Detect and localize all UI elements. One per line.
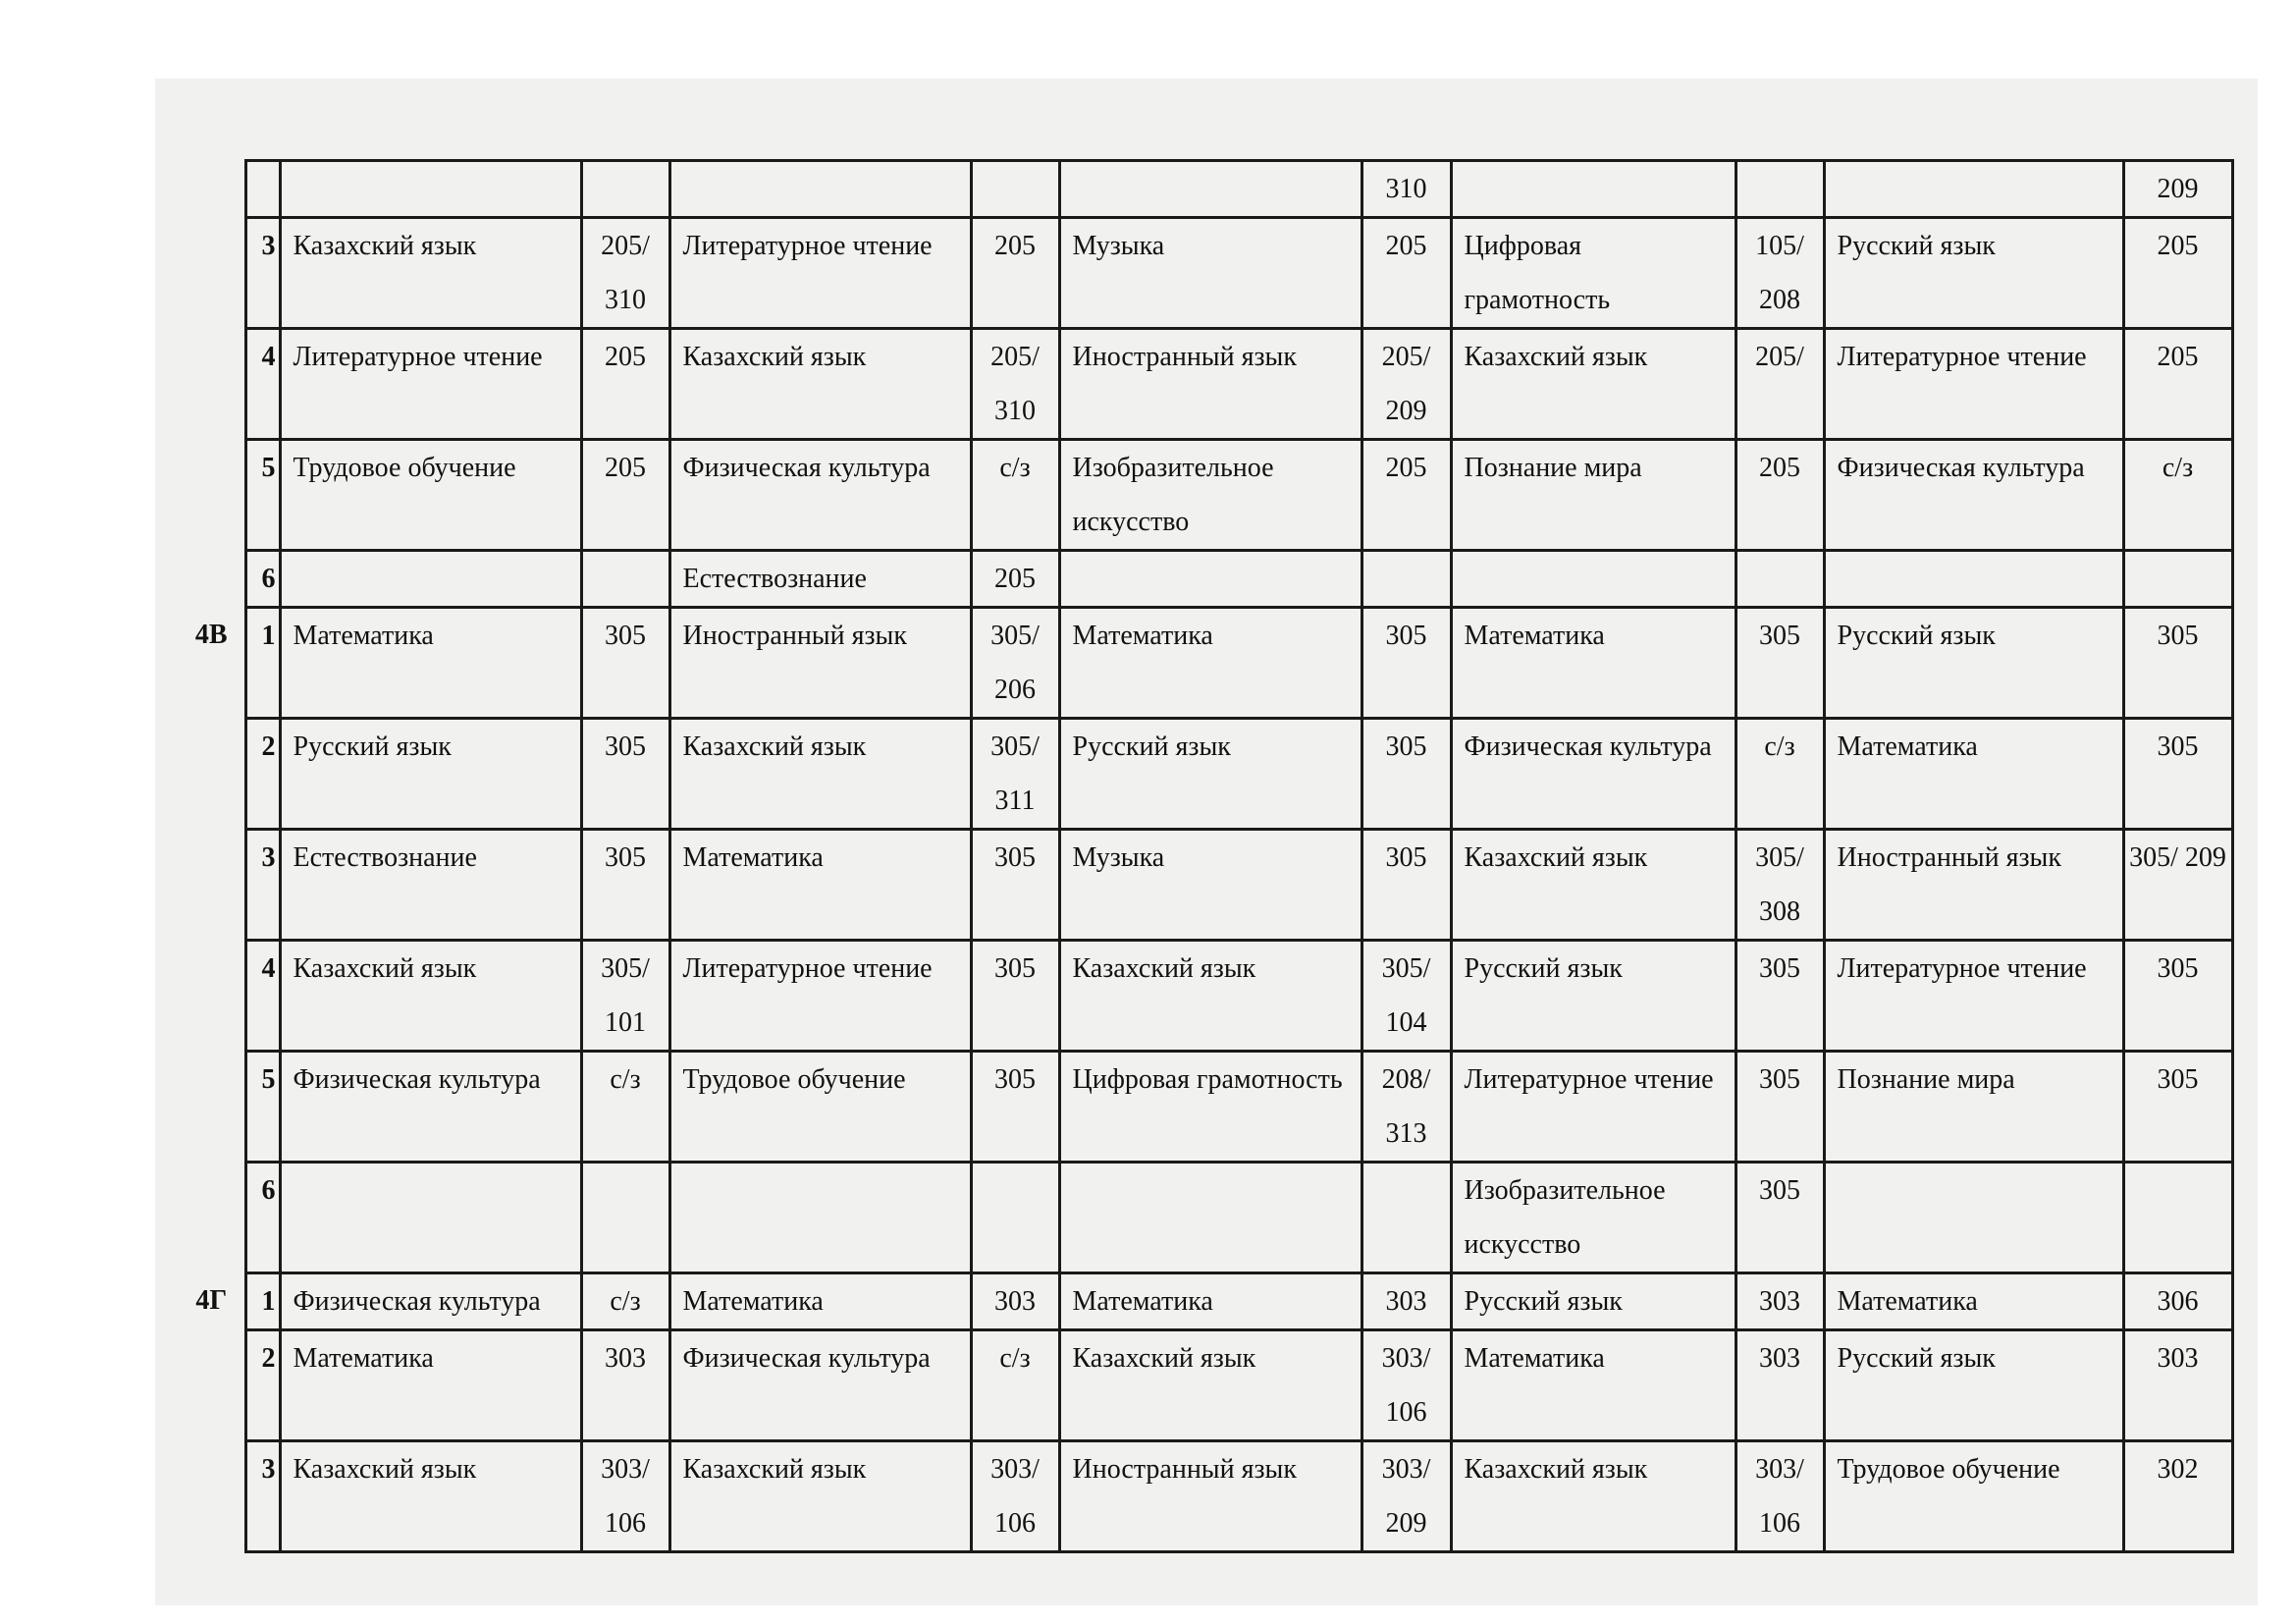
timetable-row bbox=[179, 1273, 2232, 1330]
room-cell: 305/ 101 bbox=[581, 941, 669, 1052]
subject-cell: Литературное чтение bbox=[1824, 329, 2123, 440]
subject-cell: Музыка bbox=[1059, 218, 1362, 329]
subject-cell: Математика bbox=[280, 1330, 581, 1441]
room-cell: 205 bbox=[581, 329, 669, 440]
lesson-number: 6 bbox=[245, 551, 280, 608]
lesson-number: 4 bbox=[245, 329, 280, 440]
subject-cell: Музыка bbox=[1059, 830, 1362, 941]
room-cell: 303/ 209 bbox=[1362, 1441, 1451, 1552]
class-label bbox=[179, 1163, 245, 1273]
timetable-row bbox=[179, 551, 2232, 608]
subject-cell: Математика bbox=[280, 608, 581, 719]
room-cell: 205 bbox=[971, 218, 1059, 329]
subject-cell bbox=[1824, 1163, 2123, 1273]
room-cell: 303/ 106 bbox=[971, 1441, 1059, 1552]
room-cell: 305 bbox=[581, 719, 669, 830]
subject-cell: Изобразительное искусство bbox=[1059, 440, 1362, 551]
room-cell: 305 bbox=[971, 941, 1059, 1052]
room-cell: 305/ 104 bbox=[1362, 941, 1451, 1052]
room-cell: 305 bbox=[2123, 941, 2232, 1052]
subject-cell: Русский язык bbox=[1824, 218, 2123, 329]
subject-cell: Казахский язык bbox=[280, 218, 581, 329]
room-cell: 303 bbox=[2123, 1330, 2232, 1441]
subject-cell: Русский язык bbox=[1451, 941, 1735, 1052]
subject-cell: Изобразительное искусство bbox=[1451, 1163, 1735, 1273]
class-label bbox=[179, 440, 245, 551]
room-cell bbox=[971, 1163, 1059, 1273]
subject-cell bbox=[280, 551, 581, 608]
room-cell bbox=[1362, 1163, 1451, 1273]
room-cell: 305 bbox=[1735, 1163, 1824, 1273]
room-cell bbox=[581, 1163, 669, 1273]
timetable-row bbox=[179, 1052, 2232, 1163]
class-label bbox=[179, 1052, 245, 1163]
subject-cell: Познание мира bbox=[1451, 440, 1735, 551]
subject-cell: Познание мира bbox=[1824, 1052, 2123, 1163]
room-cell: 303/ 106 bbox=[581, 1441, 669, 1552]
class-label bbox=[179, 1441, 245, 1552]
room-cell: 205/ bbox=[1735, 329, 1824, 440]
subject-cell: Математика bbox=[1824, 1273, 2123, 1330]
room-cell: 205/ 310 bbox=[581, 218, 669, 329]
room-cell bbox=[1735, 551, 1824, 608]
room-cell bbox=[1735, 161, 1824, 218]
room-cell: 305 bbox=[971, 1052, 1059, 1163]
timetable-row bbox=[179, 830, 2232, 941]
subject-cell: Литературное чтение bbox=[1451, 1052, 1735, 1163]
room-cell: с/з bbox=[971, 440, 1059, 551]
class-label: 4В bbox=[179, 608, 245, 719]
room-cell: 205 bbox=[581, 440, 669, 551]
subject-cell: Казахский язык bbox=[669, 1441, 971, 1552]
subject-cell: Иностранный язык bbox=[669, 608, 971, 719]
lesson-number: 4 bbox=[245, 941, 280, 1052]
subject-cell: Физическая культура bbox=[1824, 440, 2123, 551]
timetable-row bbox=[179, 1330, 2232, 1441]
class-label: 4Г bbox=[179, 1273, 245, 1330]
subject-cell: Казахский язык bbox=[669, 719, 971, 830]
subject-cell: Русский язык bbox=[1824, 1330, 2123, 1441]
lesson-number: 3 bbox=[245, 218, 280, 329]
subject-cell: Литературное чтение bbox=[669, 218, 971, 329]
subject-cell: Русский язык bbox=[1059, 719, 1362, 830]
lesson-number: 3 bbox=[245, 830, 280, 941]
subject-cell: Иностранный язык bbox=[1059, 1441, 1362, 1552]
room-cell: 305 bbox=[971, 830, 1059, 941]
lesson-number: 3 bbox=[245, 1441, 280, 1552]
room-cell: 205 bbox=[1362, 440, 1451, 551]
room-cell: 205/ 209 bbox=[1362, 329, 1451, 440]
subject-cell: Цифровая грамотность bbox=[1451, 218, 1735, 329]
room-cell bbox=[581, 551, 669, 608]
subject-cell: Физическая культура bbox=[280, 1052, 581, 1163]
room-cell: 105/ 208 bbox=[1735, 218, 1824, 329]
class-label bbox=[179, 218, 245, 329]
lesson-number: 6 bbox=[245, 1163, 280, 1273]
subject-cell: Казахский язык bbox=[280, 1441, 581, 1552]
lesson-number: 5 bbox=[245, 440, 280, 551]
room-cell: 305 bbox=[2123, 608, 2232, 719]
room-cell bbox=[2123, 1163, 2232, 1273]
lesson-number: 1 bbox=[245, 608, 280, 719]
lesson-number bbox=[245, 161, 280, 218]
subject-cell: Литературное чтение bbox=[669, 941, 971, 1052]
room-cell: 303 bbox=[971, 1273, 1059, 1330]
subject-cell: Физическая культура bbox=[280, 1273, 581, 1330]
room-cell: 305/ 308 bbox=[1735, 830, 1824, 941]
subject-cell: Физическая культура bbox=[669, 440, 971, 551]
room-cell: 305 bbox=[581, 608, 669, 719]
subject-cell: Математика bbox=[669, 1273, 971, 1330]
room-cell: 209 bbox=[2123, 161, 2232, 218]
room-cell: 305/ 209 bbox=[2123, 830, 2232, 941]
room-cell: 205/ 310 bbox=[971, 329, 1059, 440]
lesson-number: 5 bbox=[245, 1052, 280, 1163]
timetable bbox=[179, 159, 2234, 1553]
subject-cell: Иностранный язык bbox=[1824, 830, 2123, 941]
subject-cell: Русский язык bbox=[1824, 608, 2123, 719]
subject-cell: Казахский язык bbox=[1451, 1441, 1735, 1552]
subject-cell: Казахский язык bbox=[280, 941, 581, 1052]
timetable-row bbox=[179, 608, 2232, 719]
subject-cell: Математика bbox=[1824, 719, 2123, 830]
subject-cell: Русский язык bbox=[280, 719, 581, 830]
subject-cell bbox=[1059, 551, 1362, 608]
subject-cell bbox=[669, 1163, 971, 1273]
room-cell: 305 bbox=[1362, 830, 1451, 941]
room-cell: 303 bbox=[1362, 1273, 1451, 1330]
room-cell: 205 bbox=[1362, 218, 1451, 329]
subject-cell: Математика bbox=[1451, 608, 1735, 719]
room-cell: 305/ 206 bbox=[971, 608, 1059, 719]
subject-cell: Казахский язык bbox=[1059, 1330, 1362, 1441]
room-cell bbox=[2123, 551, 2232, 608]
class-label bbox=[179, 830, 245, 941]
subject-cell bbox=[280, 1163, 581, 1273]
room-cell: 303 bbox=[581, 1330, 669, 1441]
subject-cell: Математика bbox=[669, 830, 971, 941]
room-cell: 305 bbox=[1735, 1052, 1824, 1163]
room-cell: 305 bbox=[1735, 608, 1824, 719]
room-cell: 305/ 311 bbox=[971, 719, 1059, 830]
subject-cell: Естествознание bbox=[280, 830, 581, 941]
subject-cell: Естествознание bbox=[669, 551, 971, 608]
subject-cell: Казахский язык bbox=[1451, 329, 1735, 440]
room-cell: 305 bbox=[2123, 1052, 2232, 1163]
room-cell: 306 bbox=[2123, 1273, 2232, 1330]
class-label bbox=[179, 161, 245, 218]
class-label bbox=[179, 719, 245, 830]
room-cell: 205 bbox=[971, 551, 1059, 608]
timetable-row bbox=[179, 440, 2232, 551]
room-cell: 305 bbox=[581, 830, 669, 941]
subject-cell: Математика bbox=[1451, 1330, 1735, 1441]
subject-cell bbox=[280, 161, 581, 218]
lesson-number: 1 bbox=[245, 1273, 280, 1330]
lesson-number: 2 bbox=[245, 719, 280, 830]
subject-cell: Казахский язык bbox=[669, 329, 971, 440]
subject-cell: Казахский язык bbox=[1451, 830, 1735, 941]
room-cell: 205 bbox=[2123, 218, 2232, 329]
timetable-row bbox=[179, 719, 2232, 830]
room-cell bbox=[1362, 551, 1451, 608]
subject-cell: Физическая культура bbox=[1451, 719, 1735, 830]
subject-cell: Математика bbox=[1059, 1273, 1362, 1330]
subject-cell bbox=[1059, 1163, 1362, 1273]
room-cell: 310 bbox=[1362, 161, 1451, 218]
subject-cell: Математика bbox=[1059, 608, 1362, 719]
room-cell: 205 bbox=[2123, 329, 2232, 440]
timetable-row bbox=[179, 1163, 2232, 1273]
subject-cell: Иностранный язык bbox=[1059, 329, 1362, 440]
timetable-row bbox=[179, 218, 2232, 329]
subject-cell: Физическая культура bbox=[669, 1330, 971, 1441]
subject-cell bbox=[1451, 551, 1735, 608]
timetable-row bbox=[179, 329, 2232, 440]
subject-cell: Казахский язык bbox=[1059, 941, 1362, 1052]
timetable-body bbox=[179, 161, 2232, 1552]
class-label bbox=[179, 551, 245, 608]
subject-cell bbox=[1059, 161, 1362, 218]
subject-cell: Трудовое обучение bbox=[280, 440, 581, 551]
room-cell bbox=[581, 161, 669, 218]
subject-cell bbox=[669, 161, 971, 218]
subject-cell: Цифровая грамотность bbox=[1059, 1052, 1362, 1163]
subject-cell: Трудовое обучение bbox=[1824, 1441, 2123, 1552]
class-label bbox=[179, 1330, 245, 1441]
subject-cell: Литературное чтение bbox=[1824, 941, 2123, 1052]
timetable-row bbox=[179, 941, 2232, 1052]
subject-cell bbox=[1824, 161, 2123, 218]
timetable-row bbox=[179, 161, 2232, 218]
room-cell: с/з bbox=[581, 1273, 669, 1330]
room-cell: 303 bbox=[1735, 1273, 1824, 1330]
subject-cell: Русский язык bbox=[1451, 1273, 1735, 1330]
room-cell: 305 bbox=[1362, 719, 1451, 830]
room-cell: 303 bbox=[1735, 1330, 1824, 1441]
room-cell bbox=[971, 161, 1059, 218]
lesson-number: 2 bbox=[245, 1330, 280, 1441]
room-cell: 305 bbox=[2123, 719, 2232, 830]
room-cell: 302 bbox=[2123, 1441, 2232, 1552]
room-cell: 303/ 106 bbox=[1735, 1441, 1824, 1552]
timetable-row bbox=[179, 1441, 2232, 1552]
room-cell: 208/ 313 bbox=[1362, 1052, 1451, 1163]
room-cell: с/з bbox=[2123, 440, 2232, 551]
subject-cell: Литературное чтение bbox=[280, 329, 581, 440]
subject-cell: Трудовое обучение bbox=[669, 1052, 971, 1163]
room-cell: с/з bbox=[971, 1330, 1059, 1441]
room-cell: 305 bbox=[1735, 941, 1824, 1052]
room-cell: с/з bbox=[581, 1052, 669, 1163]
room-cell: 205 bbox=[1735, 440, 1824, 551]
room-cell: 305 bbox=[1362, 608, 1451, 719]
room-cell: 303/ 106 bbox=[1362, 1330, 1451, 1441]
room-cell: с/з bbox=[1735, 719, 1824, 830]
class-label bbox=[179, 941, 245, 1052]
subject-cell bbox=[1451, 161, 1735, 218]
class-label bbox=[179, 329, 245, 440]
subject-cell bbox=[1824, 551, 2123, 608]
